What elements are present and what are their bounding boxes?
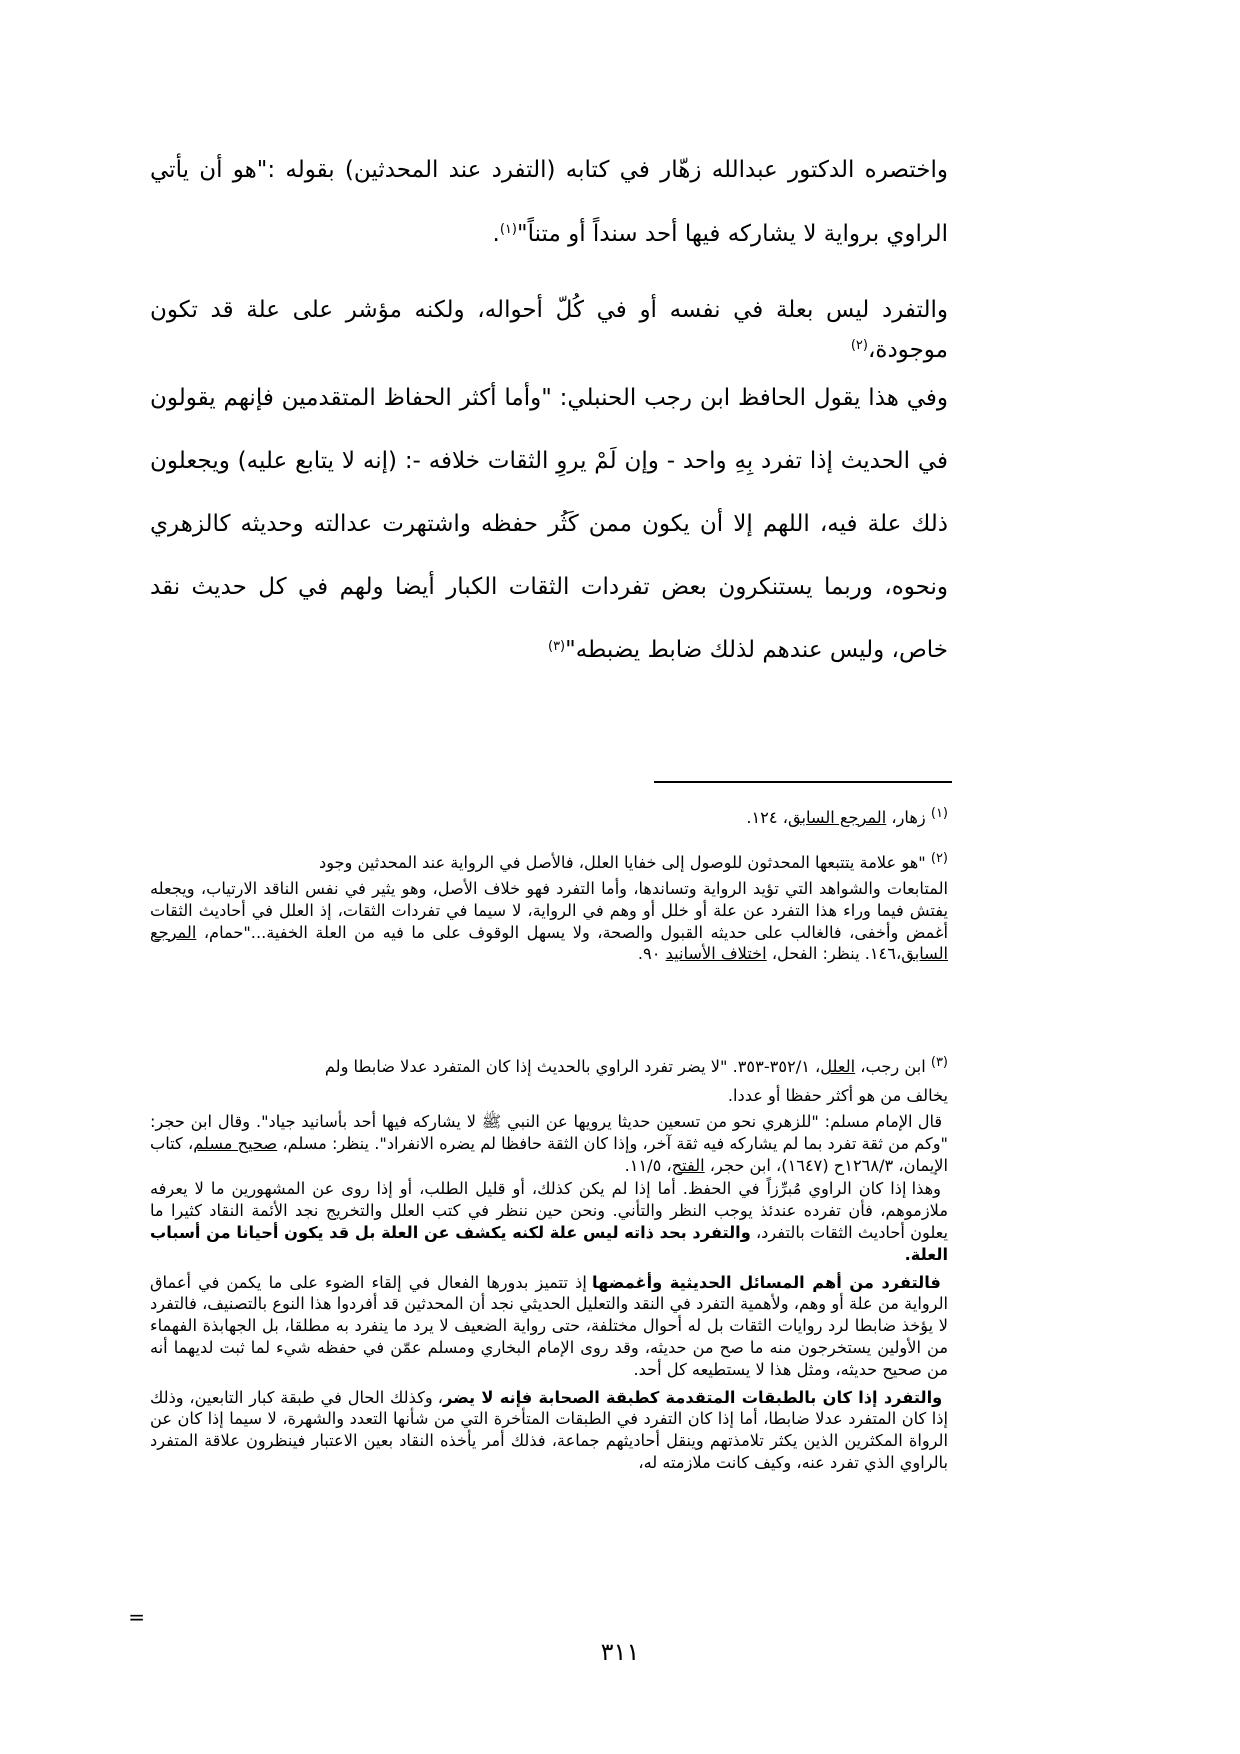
footnote-bold-text: والتفرد بحد ذاته ليس علة لكنه يكشف عن العلة بل قد يكون أحيانا من أسباب العلة. (150, 1222, 948, 1264)
footnote-ref-3[interactable]: (٣) (547, 639, 566, 654)
footnote-source-link: المرجع السابق (150, 922, 948, 964)
footnote-separator (654, 781, 952, 783)
footnote-source-link: العلل (820, 1057, 856, 1076)
footnote-subparagraph (150, 1387, 948, 1474)
paragraph-text: وفي هذا يقول الحافظ ابن رجب الحنبلي: "وأما أكثر الحفاظ المتقدمين فإنهم يقولون في الحديث إذا تفرد بِهِ واحد - وإن لَمْ يروِ الثقات خلافه -: (إنه لا يتابع عليه) ويجعلون ذلك علة فيه، اللهم إلا أن يكون ممن كَثُر حفظه واشتهرت عدالته وحديثه كالزهري ونحوه، وربما يستنكرون بعض تفردات الثقات الكبار أيضا ولهم في كل حديث نقد خاص، وليس عندهم لذلك ضابط يضبطه" (150, 385, 948, 663)
footnote-marker: (١) (930, 806, 948, 821)
footnote-subparagraph (150, 1272, 948, 1381)
footnote-text: قال الإمام مسلم: "للزهري نحو من تسعين حديثا يرويها عن النبي ﷺ لا يشاركه فيها أحد بأسانيد جياد". وقال ابن حجر: "وكم من ثقة تفرد بما لم يشاركه فيه ثقة آخر، وإذا كان الثقة حافظا لم يضره الانفراد". ينظر: مسلم، (150, 1112, 949, 1153)
body-paragraph-3 (150, 367, 948, 682)
footnote-1 (150, 806, 948, 830)
footnote-text: وهذا إذا كان الراوي مُبرِّزاً في الحفظ. أما إذا لم يكن كذلك، أو قليل الطلب، أو إذا روى عن المشهورين ما لا يعرفه ملازموهم، فأن تفرده عندئذ يوجب النظر والتأني. ونحن حين ننظر في كتب العلل والتخريج نجد الأئمة النقاد كثيرا ما يعلون أحاديث الثقات بالتفرد، (150, 1179, 948, 1242)
footnote-source-link: الفتح (671, 1155, 705, 1175)
footnote-text: إذ تتميز بدورها الفعال في إلقاء الضوء على ما يكمن في أعماق الرواية من علة أو وهم، ولأهمية التفرد في النقد والتعليل الحديثي نجد أن المحدثين قد أفردوا هذا النوع بالتصنيف، فالتفرد لا يؤخذ ضابطا لرد روايات الثقات بل له أحوال مختلفة، حتى رواية الضعيف لا يرد ما ينفرد به مطلقا، بل الجهابذة الفهماء من الأولين يستخرجون منه ما صح من حديثه، وقد روى الإمام البخاري ومسلم عمّن في حفظه شيء لما ثبت لديهما أنه من صحيح حديثه، ومثل هذا لا يستطيعه كل أحد. (150, 1272, 948, 1379)
footnote-marker: (٢) (930, 851, 948, 866)
footnote-text: "هو علامة يتتبعها المحدثون للوصول إلى خفايا العلل، فالأصل في الرواية عند المحدثين وجود (318, 853, 931, 872)
footnote-bold-text: والتفرد إذا كان بالطبقات المتقدمة كطبقة الصحابة فإنه لا يضر (443, 1387, 943, 1407)
footnote-text: المتابعات والشواهد التي تؤيد الرواية وتساندها، وأما التفرد فهو خلاف الأصل، وهو يثير في نفس الناقد الارتياب، ويجعله يفتش فيما وراء هذا التفرد عن علة أو خلل أو وهم في الرواية، لا سيما في تفردات الثقات، إذ العلل في أحاديث الثقات أغمض وأخفى، فالغالب على حديثه القبول والصحة، ولا يسهل الوقوف على ما فيه من العلة الخفية..."حمام، (150, 879, 948, 942)
footnote-text: ٩٠. (637, 944, 666, 964)
footnote-text: زهار، (886, 808, 931, 827)
footnote-3 (150, 1053, 948, 1474)
body-paragraph-2 (150, 290, 948, 370)
page-number: ٣١١ (600, 1638, 640, 1666)
footnote-subparagraph (150, 1111, 948, 1176)
body-paragraph-1 (150, 138, 948, 266)
footnote-text: يخالف من هو أكثر حفظا أو عددا. (727, 1086, 948, 1105)
footnote-bold-text: فالتفرد من أهم المسائل الحديثية وأغمضها (591, 1272, 941, 1292)
footnote-ref-1[interactable]: (١) (499, 222, 517, 237)
footnote-text: ،١٤٦. ينظر: الفحل، (766, 944, 902, 964)
footnote-source-link: صحيح مسلم (193, 1133, 278, 1153)
footnote-text: ، وكذلك الحال في طبقة كبار التابعين، وذلك إذا كان المتفرد عدلا ضابطا، أما إذا كان التفرد في الطبقات المتأخرة التي من شأنها التعدد والشهرة، لا سيما إذا كان عن الرواة المكثرين الذين يكثر تلامذتهم وينقل أحاديثهم جماعة، فذلك أمر يأخذه النقاد بعين الاعتبار فينظرون علاقة المتفرد بالراوي الذي تفرد عنه، وكيف كانت ملازمته له، (150, 1387, 948, 1472)
footnote-text: ، ١٢٤. (746, 808, 788, 827)
footnote-text: ، ٣٥٢/١-٣٥٣. "لا يضر تفرد الراوي بالحديث إذا كان المتفرد عدلا ضابطا ولم (324, 1057, 821, 1076)
footnote-marker: (٣) (930, 1055, 948, 1070)
footnote-subparagraph (150, 1178, 948, 1265)
footnote-source-link: المرجع السابق (787, 808, 887, 827)
footnote-text: ابن رجب، (855, 1057, 931, 1076)
continuation-mark: = (128, 1605, 145, 1629)
footnote-first-line (150, 1053, 948, 1080)
paragraph-text: واختصره الدكتور عبدالله زهّار في كتابه (التفرد عند المحدثين) بقوله :"هو أن يأتي الراوي برواية لا يشاركه فيها أحد سنداً أو متناً" (150, 157, 948, 247)
footnote-first-line (150, 849, 948, 876)
paragraph-end: . (492, 221, 500, 247)
footnote-ref-2[interactable]: (٢) (850, 338, 868, 353)
footnote-source-link: اختلاف الأسانيد (665, 944, 767, 964)
footnote-text: ، ١١/٥. (624, 1155, 672, 1175)
footnote-2 (150, 849, 948, 965)
paragraph-text: والتفرد ليس بعلة في نفسه أو في كُلّ أحواله، ولكنه مؤشر على علة قد تكون موجودة، (150, 297, 948, 363)
footnote-text: ، كتاب الإيمان، ١٢٦٨/٣ح (١٦٤٧)، ابن حجر، (150, 1133, 948, 1175)
